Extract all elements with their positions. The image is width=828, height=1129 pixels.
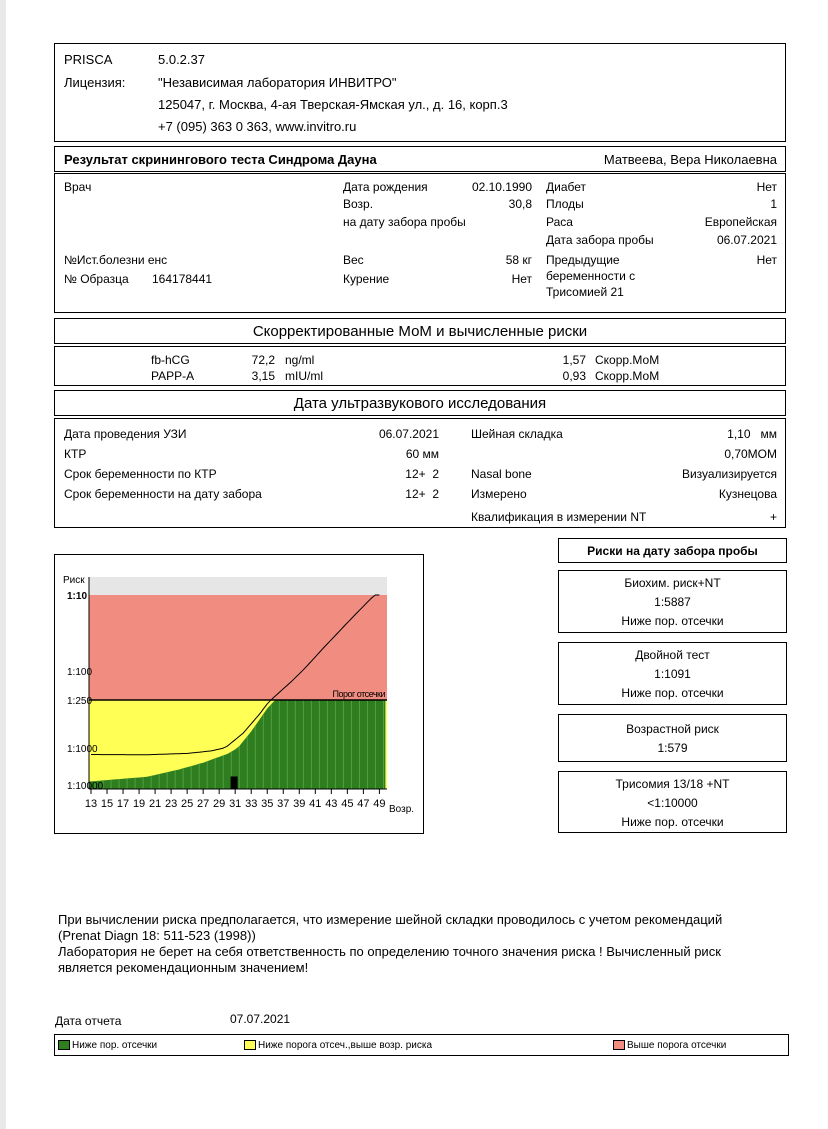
us-section-title: Дата ультразвукового исследования	[293, 395, 547, 412]
measured-value: Кузнецова	[718, 487, 777, 501]
us-date-label: Дата проведения УЗИ	[64, 427, 187, 441]
ktr-value: 60 мм	[405, 447, 439, 461]
risk-card-name: Трисомия 13/18 +NT	[615, 777, 730, 791]
x-axis-label: Возр.	[389, 804, 415, 815]
license-label: Лицензия:	[64, 75, 126, 90]
note-line: (Prenat Diagn 18: 511-523 (1998))	[58, 928, 256, 943]
x-tick-label: 45	[341, 798, 354, 810]
risk-card-value: 1:1091	[654, 667, 691, 681]
risk-card-status: Ниже пор. отсечки	[621, 614, 724, 628]
risk-card-name: Возрастной риск	[626, 722, 719, 736]
weight-value: 58 кг	[505, 253, 532, 267]
legend-swatch-green	[58, 1040, 70, 1050]
lab-header-box	[54, 43, 786, 142]
x-tick-label: 37	[277, 798, 290, 810]
mom-section-header	[54, 318, 786, 344]
nt-mom: 0,70МОМ	[724, 447, 777, 461]
x-tick-label: 41	[309, 798, 322, 810]
x-tick-label: 33	[245, 798, 258, 810]
x-tick-label: 27	[197, 798, 210, 810]
x-tick-label: 47	[357, 798, 370, 810]
race-label: Раса	[546, 215, 573, 229]
mom-row-unit: ng/ml	[285, 353, 315, 367]
app-name: PRISCA	[64, 52, 113, 67]
risk-chart-frame	[54, 554, 424, 834]
x-tick-label: 25	[181, 798, 194, 810]
risk-card-name: Двойной тест	[635, 648, 710, 662]
app-version: 5.0.2.37	[158, 52, 205, 67]
mom-section-title: Скорректированные МоМ и вычисленные риски	[252, 323, 588, 340]
us-date-value: 06.07.2021	[378, 427, 439, 441]
diabetes-value: Нет	[756, 180, 777, 194]
x-tick-label: 31	[229, 798, 242, 810]
us-table	[54, 418, 786, 528]
x-tick-label: 23	[164, 798, 178, 810]
ktr-label: КТР	[64, 447, 87, 461]
y-tick-label: 1:10	[67, 591, 88, 602]
risk-card-value: <1:10000	[647, 796, 698, 810]
x-tick-label: 43	[325, 798, 338, 810]
report-date-value: 07.07.2021	[230, 1012, 291, 1026]
mom-row-value: 3,15	[251, 369, 275, 383]
x-tick-label: 13	[84, 798, 98, 810]
left-edge	[0, 0, 6, 1129]
report-title: Результат скринингового теста Синдрома Дауна	[64, 152, 377, 167]
x-tick-label: 29	[213, 798, 226, 810]
mom-row-name: PAPP-A	[151, 369, 195, 383]
history-label: №Ист.болезни енс	[64, 253, 168, 267]
x-tick-label: 35	[261, 798, 274, 810]
risks-header: Риски на дату забора пробы	[587, 544, 758, 558]
sample-value: 164178441	[152, 272, 213, 286]
sample-date-value: 06.07.2021	[716, 233, 777, 247]
doctor-label: Врач	[64, 180, 92, 194]
us-section-header	[54, 390, 786, 416]
risk-card	[558, 771, 787, 833]
report-date-label: Дата отчета	[55, 1014, 122, 1028]
x-tick-label: 15	[100, 798, 114, 810]
nt-value: 1,10 мм	[727, 427, 777, 441]
term-ktr-value: 12+ 2	[405, 467, 439, 481]
mom-row-unit: mIU/ml	[285, 369, 323, 383]
measured-label: Измерено	[471, 487, 527, 501]
x-tick-label: 49	[373, 798, 386, 810]
risk-card	[558, 642, 787, 705]
legend-label: Выше порога отсечки	[627, 1040, 727, 1051]
mom-row-value: 72,2	[251, 353, 275, 367]
lab-contact: +7 (095) 363 0 363, www.invitro.ru	[158, 119, 357, 134]
note-line: Лаборатория не берет на себя ответственность по определению точного значения риска ! Вычисленный риск	[58, 944, 721, 959]
risks-header-box	[558, 538, 787, 563]
cutoff-label: Порог отсечки	[332, 689, 385, 699]
patient-risk-marker	[231, 776, 238, 789]
age-label: Возр.	[343, 197, 374, 211]
race-value: Европейская	[704, 215, 777, 229]
nasal-label: Nasal bone	[471, 467, 532, 481]
mom-row-mom-label: Скорр.МоМ	[595, 369, 660, 383]
note-line: является рекомендационным значением!	[58, 960, 309, 975]
qual-value: +	[769, 510, 777, 524]
prev-label-3: Трисомией 21	[546, 285, 624, 299]
legend-label: Ниже пор. отсечки	[72, 1040, 158, 1051]
risk-card-status: Ниже пор. отсечки	[621, 815, 724, 829]
patient-name: Матвеева, Вера Николаевна	[603, 152, 777, 167]
title-bar	[54, 146, 786, 172]
fetuses-value: 1	[770, 197, 777, 211]
legend-swatch-yellow	[244, 1040, 256, 1050]
risk-card	[558, 714, 787, 762]
risk-card	[558, 570, 787, 633]
sample-label: № Образца	[64, 272, 129, 286]
sample-date-label: Дата забора пробы	[546, 233, 654, 247]
mom-row-name: fb-hCG	[151, 353, 190, 367]
note-line: При вычислении риска предполагается, что измерение шейной складки проводилось с учетом рекомендаций	[58, 912, 723, 927]
x-tick-label: 19	[132, 798, 146, 810]
x-tick-label: 17	[116, 798, 130, 810]
risk-card-value: 1:579	[657, 741, 688, 755]
diabetes-label: Диабет	[546, 180, 587, 194]
legend-label: Ниже порога отсеч.,выше возр. риска	[258, 1040, 433, 1051]
risk-card-value: 1:5887	[654, 595, 691, 609]
qual-label: Квалификация в измерении NT	[471, 510, 647, 524]
lab-address: 125047, г. Москва, 4-ая Тверская-Ямская ул., д. 16, корп.3	[158, 97, 508, 112]
age-value: 30,8	[508, 197, 532, 211]
term-sample-value: 12+ 2	[405, 487, 439, 501]
term-sample-label: Срок беременности на дату забора	[64, 487, 262, 501]
age-date-label: на дату забора пробы	[343, 215, 466, 229]
risk-card-status: Ниже пор. отсечки	[621, 686, 724, 700]
region-above-cutoff	[89, 595, 387, 700]
birth-value: 02.10.1990	[471, 180, 532, 194]
patient-info-box	[54, 173, 786, 313]
nasal-value: Визуализируется	[681, 467, 777, 481]
smoking-label: Курение	[343, 272, 390, 286]
y-tick-label: 1:1000	[67, 744, 98, 755]
nt-label: Шейная складка	[471, 427, 563, 441]
prev-label-1: Предыдущие	[546, 253, 620, 267]
prev-value: Нет	[756, 253, 777, 267]
mom-table	[54, 346, 786, 386]
risk-chart	[55, 555, 423, 833]
x-tick-label: 21	[148, 798, 162, 810]
y-tick-label: 1:250	[67, 696, 93, 707]
risk-card-name: Биохим. риск+NT	[624, 576, 721, 590]
fetuses-label: Плоды	[546, 197, 584, 211]
prev-label-2: беременности с	[546, 269, 636, 283]
mom-row-mom-label: Скорр.МоМ	[595, 353, 660, 367]
term-ktr-label: Срок беременности по КТР	[64, 467, 217, 481]
legend-bar	[54, 1034, 789, 1056]
y-axis-label: Риск	[63, 575, 85, 586]
mom-row-mom: 0,93	[562, 369, 586, 383]
lab-name: "Независимая лаборатория ИНВИТРО"	[158, 75, 397, 90]
weight-label: Вес	[343, 253, 364, 267]
x-tick-label: 39	[293, 798, 306, 810]
mom-row-mom: 1,57	[562, 353, 586, 367]
birth-label: Дата рождения	[343, 180, 428, 194]
legend-swatch-red	[613, 1040, 625, 1050]
smoking-value: Нет	[511, 272, 532, 286]
y-tick-label: 1:100	[67, 667, 93, 678]
y-tick-label: 1:10000	[67, 781, 104, 792]
